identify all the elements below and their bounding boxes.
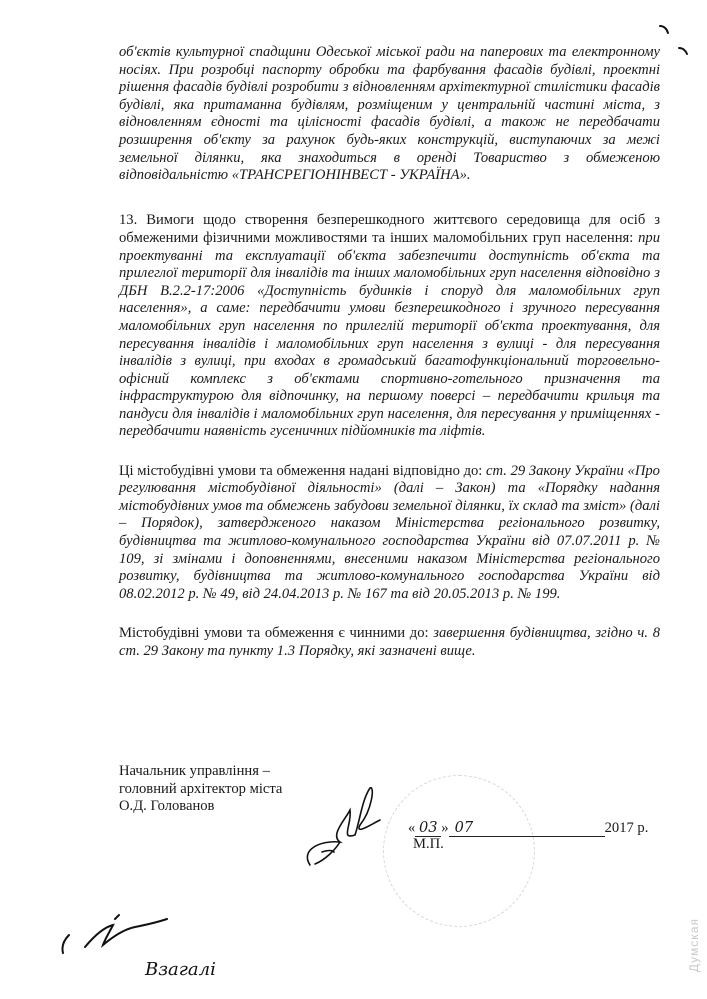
signature-date bbox=[408, 819, 648, 837]
signatory-name: О.Д. Голованов bbox=[119, 798, 215, 815]
date-month: 07 bbox=[449, 819, 605, 837]
legal-basis-lead: Ці містобудівні умови та обмеження надані відповідно до: bbox=[119, 462, 487, 479]
paragraph-heritage bbox=[119, 44, 660, 185]
visa-handwriting: Взагалі bbox=[145, 959, 216, 980]
validity-lead: Містобудівні умови та обмеження є чинними до: bbox=[119, 625, 434, 641]
date-close-quote: » bbox=[441, 820, 449, 836]
paragraph-legal-basis bbox=[119, 463, 660, 604]
handwritten-signature bbox=[300, 780, 390, 870]
paragraph-item-13 bbox=[119, 212, 660, 441]
document-body bbox=[119, 44, 660, 660]
signatory-title-line1: Начальник управління – bbox=[119, 763, 270, 779]
date-day: 03 bbox=[415, 819, 441, 837]
faint-stamp-impression bbox=[383, 775, 535, 927]
signatory-title-line2: головний архітектор міста bbox=[119, 780, 283, 797]
visa-signature bbox=[55, 905, 285, 985]
date-year: 2017 р. bbox=[604, 820, 649, 836]
item-13-requirements: при проектуванні та експлуатації об'єкта забезпечити доступність об'єкта та прилеглої території для інвалідів та інших маломобільних груп населення відповідно з ДБН В.2.2-17:2006 «Доступність будинків і споруд для маломобільних груп населення», а саме: передбачити умови безперешкодного і зручного пересування маломобільних груп населення по прилеглій території об'єкта проектування, для пересування інвалідів і маломобільних груп населення з вулиці - для пересування інвалідів з вулиці, при входах в громадський багатофункціональний торговельно-офісний комплекс з об'єктами спортивно-готельного призначення та інфраструктурою для відпочинку, на першому поверсі – передбачити крильця та пандуси для інвалідів і маломобільних груп населення, для пересування у приміщеннях - передбачити наявність гусеничних підйомників та ліфтів. bbox=[119, 229, 660, 440]
stamp-place-label: М.П. bbox=[413, 836, 444, 852]
item-13-lead: 13. Вимоги щодо створення безперешкодного життєвого середовища для осіб з обмеженими фізичними можливостями та інших маломобільних груп населення: bbox=[119, 212, 660, 246]
paragraph-validity bbox=[119, 625, 660, 660]
legal-basis-references: ст. 29 Закону України «Про регулювання містобудівної діяльності» (далі – Закон) та «Порядку надання містобудівних умов та обмежень забудови земельної ділянки, їх склад та зміст» (далі – Порядок), затвердженого наказом Міністерства регіонального розвитку, будівництва та житлово-комунального господарства України від 07.07.2011 р. № 109, зі змінами і доповненнями, внесеними наказом Міністерства регіонального розвитку, будівництва та житлово-комунального господарства України від 08.02.2012 р. № 49, від 24.04.2013 р. № 167 та від 20.05.2013 р. № 199. bbox=[119, 462, 660, 602]
paragraph-heritage-text: об'єктів культурної спадщини Одеської міської ради на паперових та електронному носіях. При розробці паспорту обробки та фарбування фасадів будівлі, проектні рішення фасадів будівлі розробити з відновленням архітектурної стилістики фасадів будівлі, яка притаманна будівлям, розміщеним у центральній частині міста, з відновленням єдності та цілісності фасадів будівлі, а також не передбачати розширення об'єкту за рахунок будь-яких конструкцій, виступаючих за межі земельної ділянки, яка знаходиться в оренді Товариство з обмеженою відповідальністю «ТРАНСРЕГІОНІНВЕСТ - УКРАЇНА». bbox=[119, 44, 660, 184]
signatory-block bbox=[119, 763, 282, 816]
corner-marks bbox=[655, 20, 695, 60]
date-open-quote: « bbox=[408, 820, 416, 836]
watermark-text: Думская bbox=[687, 918, 701, 973]
validity-terms: завершення будівництва, згідно ч. 8 ст. 29 Закону та пункту 1.3 Порядку, які зазначені вище. bbox=[119, 625, 660, 659]
